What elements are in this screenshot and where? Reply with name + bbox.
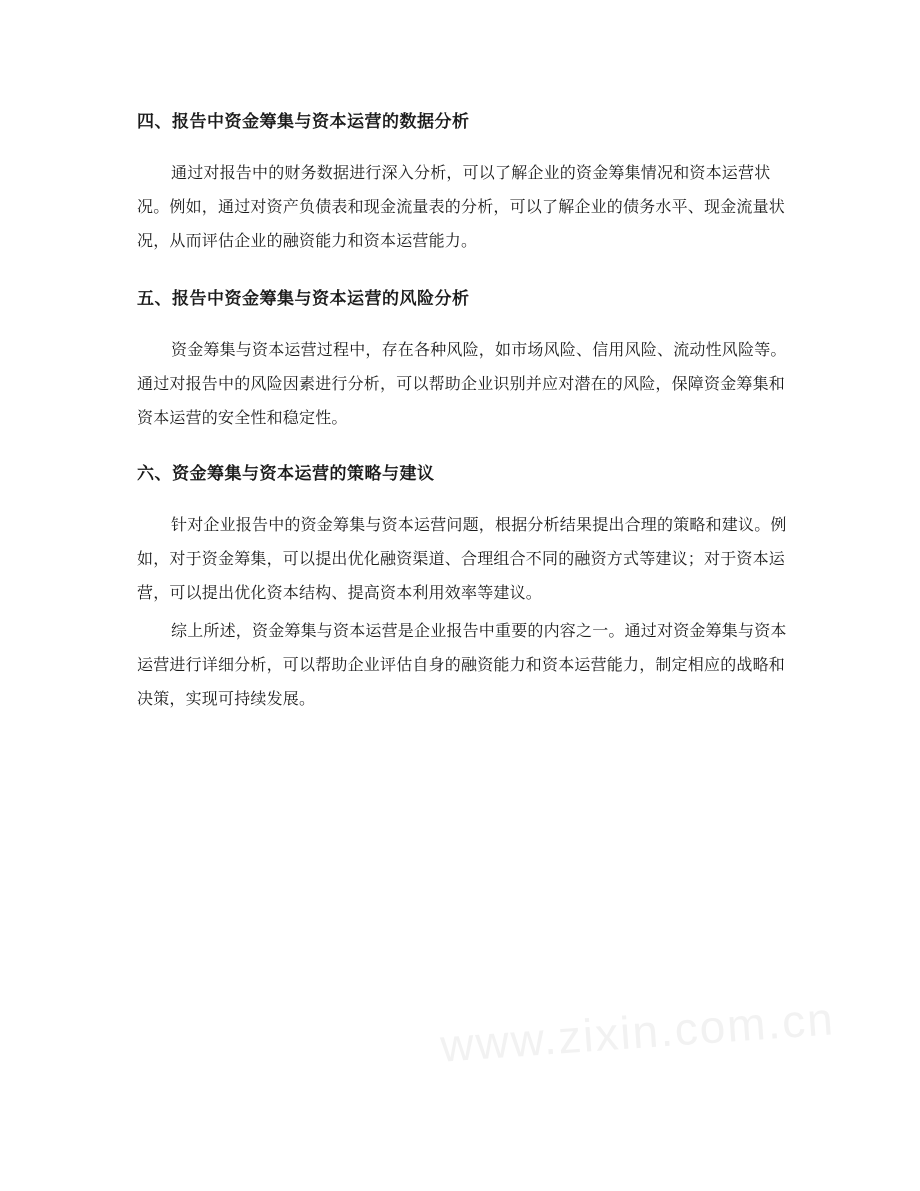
section-heading: 六、资金筹集与资本运营的策略与建议 xyxy=(137,464,435,484)
section-5 xyxy=(137,281,787,453)
conclusion-paragraph: 综上所述，资金筹集与资本运营是企业报告中重要的内容之一。通过对资金筹集与资本运营进行详细分析，可以帮助企业评估自身的融资能力和资本运营能力，制定相应的战略和决策，实现可持续发展。 xyxy=(137,621,787,708)
section-4 xyxy=(137,104,787,276)
section-6 xyxy=(137,456,787,628)
section-paragraph: 资金筹集与资本运营过程中，存在各种风险，如市场风险、信用风险、流动性风险等。通过对报告中的风险因素进行分析，可以帮助企业识别并应对潜在的风险，保障资金筹集和资本运营的安全性和稳定性。 xyxy=(137,340,787,427)
conclusion-section xyxy=(137,614,787,716)
section-heading: 四、报告中资金筹集与资本运营的数据分析 xyxy=(137,112,470,132)
section-paragraph: 通过对报告中的财务数据进行深入分析，可以了解企业的资金筹集情况和资本运营状况。例如，通过对资产负债表和现金流量表的分析，可以了解企业的债务水平、现金流量状况，从而评估企业的融资能力和资本运营能力。 xyxy=(137,163,786,250)
watermark: www.zixin.com.cn xyxy=(438,992,837,1072)
section-heading: 五、报告中资金筹集与资本运营的风险分析 xyxy=(137,289,470,309)
section-paragraph: 针对企业报告中的资金筹集与资本运营问题，根据分析结果提出合理的策略和建议。例如，对于资金筹集，可以提出优化融资渠道、合理组合不同的融资方式等建议；对于资本运营，可以提出优化资本结构、提高资本利用效率等建议。 xyxy=(137,515,787,602)
